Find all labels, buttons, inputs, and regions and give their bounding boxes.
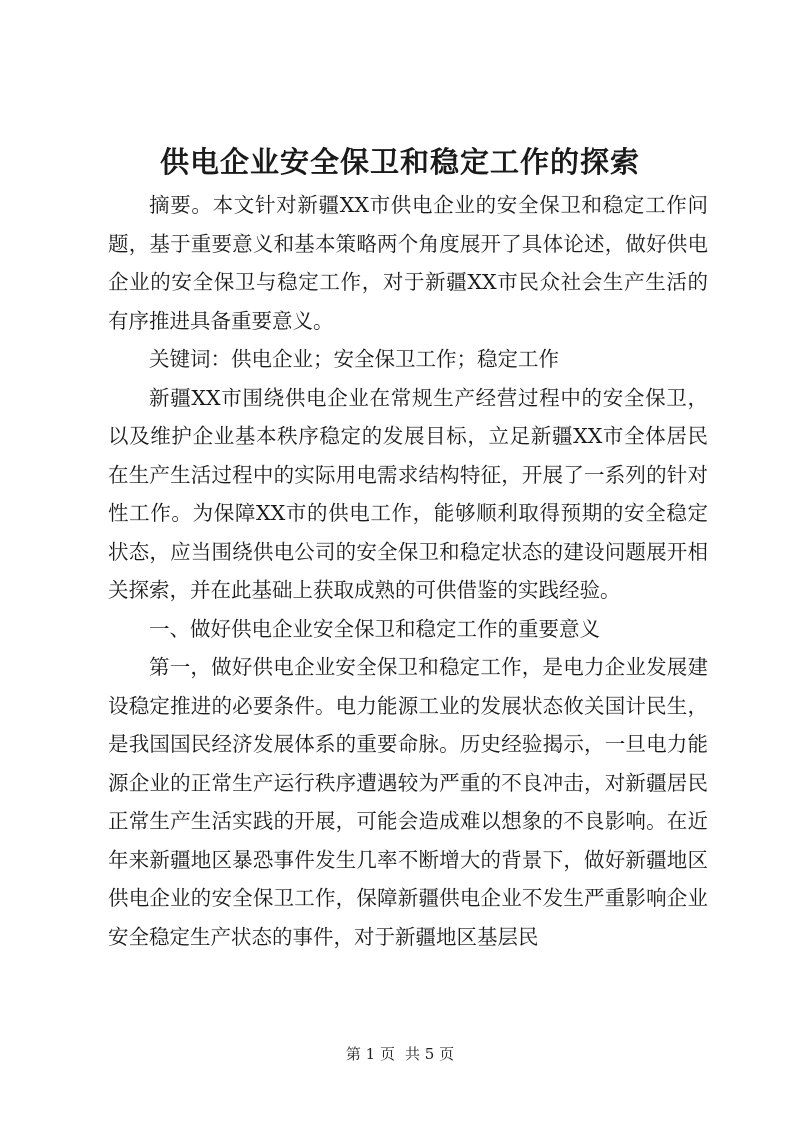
page-total: 共 5 页 [405,1045,455,1063]
abstract-paragraph: 摘要。本文针对新疆XX市供电企业的安全保卫和稳定工作问题，基于重要意义和基本策略两个角度展开了具体论述，做好供电企业的安全保卫与稳定工作，对于新疆XX市民众社会生产生活的有序推进具备重要意义。 [108,193,708,333]
keywords-paragraph: 关键词：供电企业；安全保卫工作；稳定工作 [149,347,559,371]
document-body [108,186,708,956]
intro-paragraph: 新疆XX市围绕供电企业在常规生产经营过程中的安全保卫，以及维护企业基本秩序稳定的发展目标，立足新疆XX市全体居民在生产生活过程中的实际用电需求结构特征，开展了一系列的针对性工作。为保障XX市的供电工作，能够顺利取得预期的安全稳定状态，应当围绕供电公司的安全保卫和稳定状态的建设问题展开相关探索，并在此基础上获取成熟的可供借鉴的实践经验。 [108,385,708,602]
body-paragraph: 第一，做好供电企业安全保卫和稳定工作，是电力企业发展建设稳定推进的必要条件。电力能源工业的发展状态攸关国计民生，是我国国民经济发展体系的重要命脉。历史经验揭示，一旦电力能源企业的正常生产运行秩序遭遇较为严重的不良冲击，对新疆居民正常生产生活实践的开展，可能会造成难以想象的不良影响。在近年来新疆地区暴恐事件发生几率不断增大的背景下，做好新疆地区供电企业的安全保卫工作，保障新疆供电企业不发生严重影响企业安全稳定生产状态的事件，对于新疆地区基层民 [108,655,708,949]
section-heading: 一、做好供电企业安全保卫和稳定工作的重要意义 [149,616,600,641]
page-footer [0,1044,800,1064]
page-number: 第 1 页 [345,1045,395,1063]
document-title: 供电企业安全保卫和稳定工作的探索 [159,145,640,179]
